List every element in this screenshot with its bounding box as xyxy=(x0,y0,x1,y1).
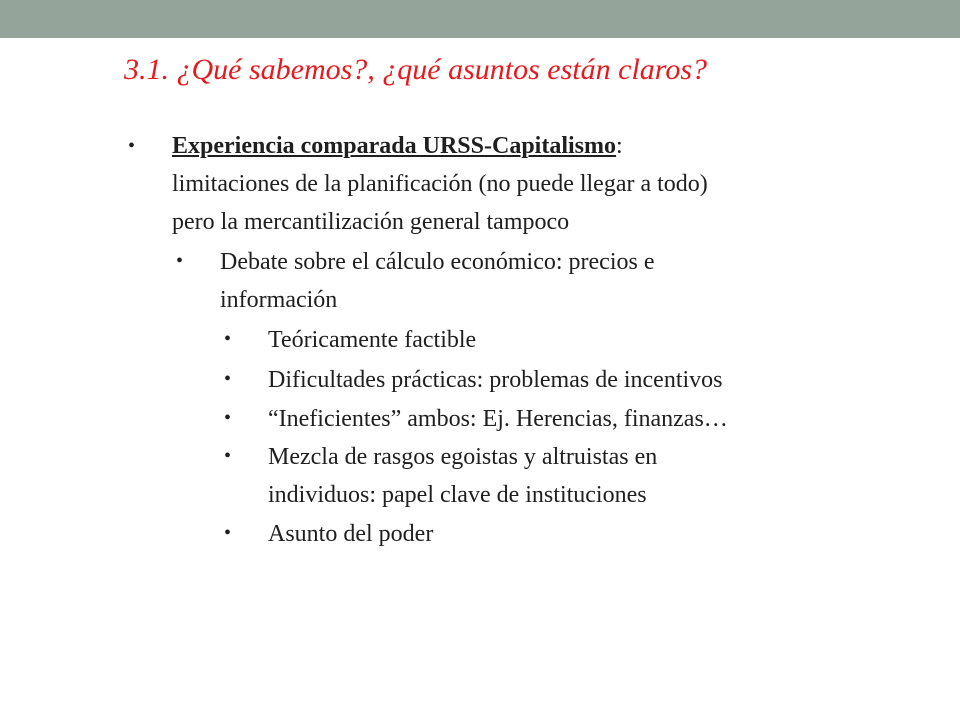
bullet-item-line: limitaciones de la planificación (no puede llegar a todo) xyxy=(172,171,708,197)
bullet-item-line: Teóricamente factible xyxy=(268,327,477,353)
bullet-item-line: pero la mercantilización general tampoco xyxy=(172,209,570,235)
bullet-item-line: Asunto del poder xyxy=(268,521,434,547)
bullet-item-heading: Experiencia comparada URSS-Capitalismo xyxy=(172,133,616,159)
bullet-item-line: información xyxy=(220,287,338,313)
bullet-level3: • xyxy=(224,328,232,350)
bullet-item-ineficientes xyxy=(268,400,888,438)
bullet-level3: • xyxy=(224,407,232,429)
bullet-item-line xyxy=(172,127,892,165)
bullet-item-line: individuos: papel clave de instituciones xyxy=(268,482,647,508)
bullet-item-line: “Ineficientes” ambos: Ej. Herencias, finanzas… xyxy=(268,406,728,432)
bullet-item-mezcla xyxy=(268,438,888,514)
header-bar xyxy=(0,0,960,38)
bullet-item-line: Mezcla de rasgos egoistas y altruistas en xyxy=(268,444,658,470)
bullet-item-poder xyxy=(268,515,888,553)
bullet-level3: • xyxy=(224,522,232,544)
bullet-level3: • xyxy=(224,445,232,467)
bullet-level3: • xyxy=(224,368,232,390)
bullet-level2: • xyxy=(176,250,184,272)
slide-title: 3.1. ¿Qué sabemos?, ¿qué asuntos están claros? xyxy=(124,53,708,86)
bullet-item-experiencia xyxy=(172,127,892,241)
bullet-item-line: Dificultades prácticas: problemas de incentivos xyxy=(268,367,723,393)
bullet-item-heading-suffix: : xyxy=(616,133,623,159)
bullet-level1: • xyxy=(128,135,136,157)
bullet-item-factible xyxy=(268,321,888,359)
bullet-item-debate xyxy=(220,243,840,319)
bullet-item-line: Debate sobre el cálculo económico: precios e xyxy=(220,249,655,275)
bullet-item-dificultades xyxy=(268,361,888,399)
